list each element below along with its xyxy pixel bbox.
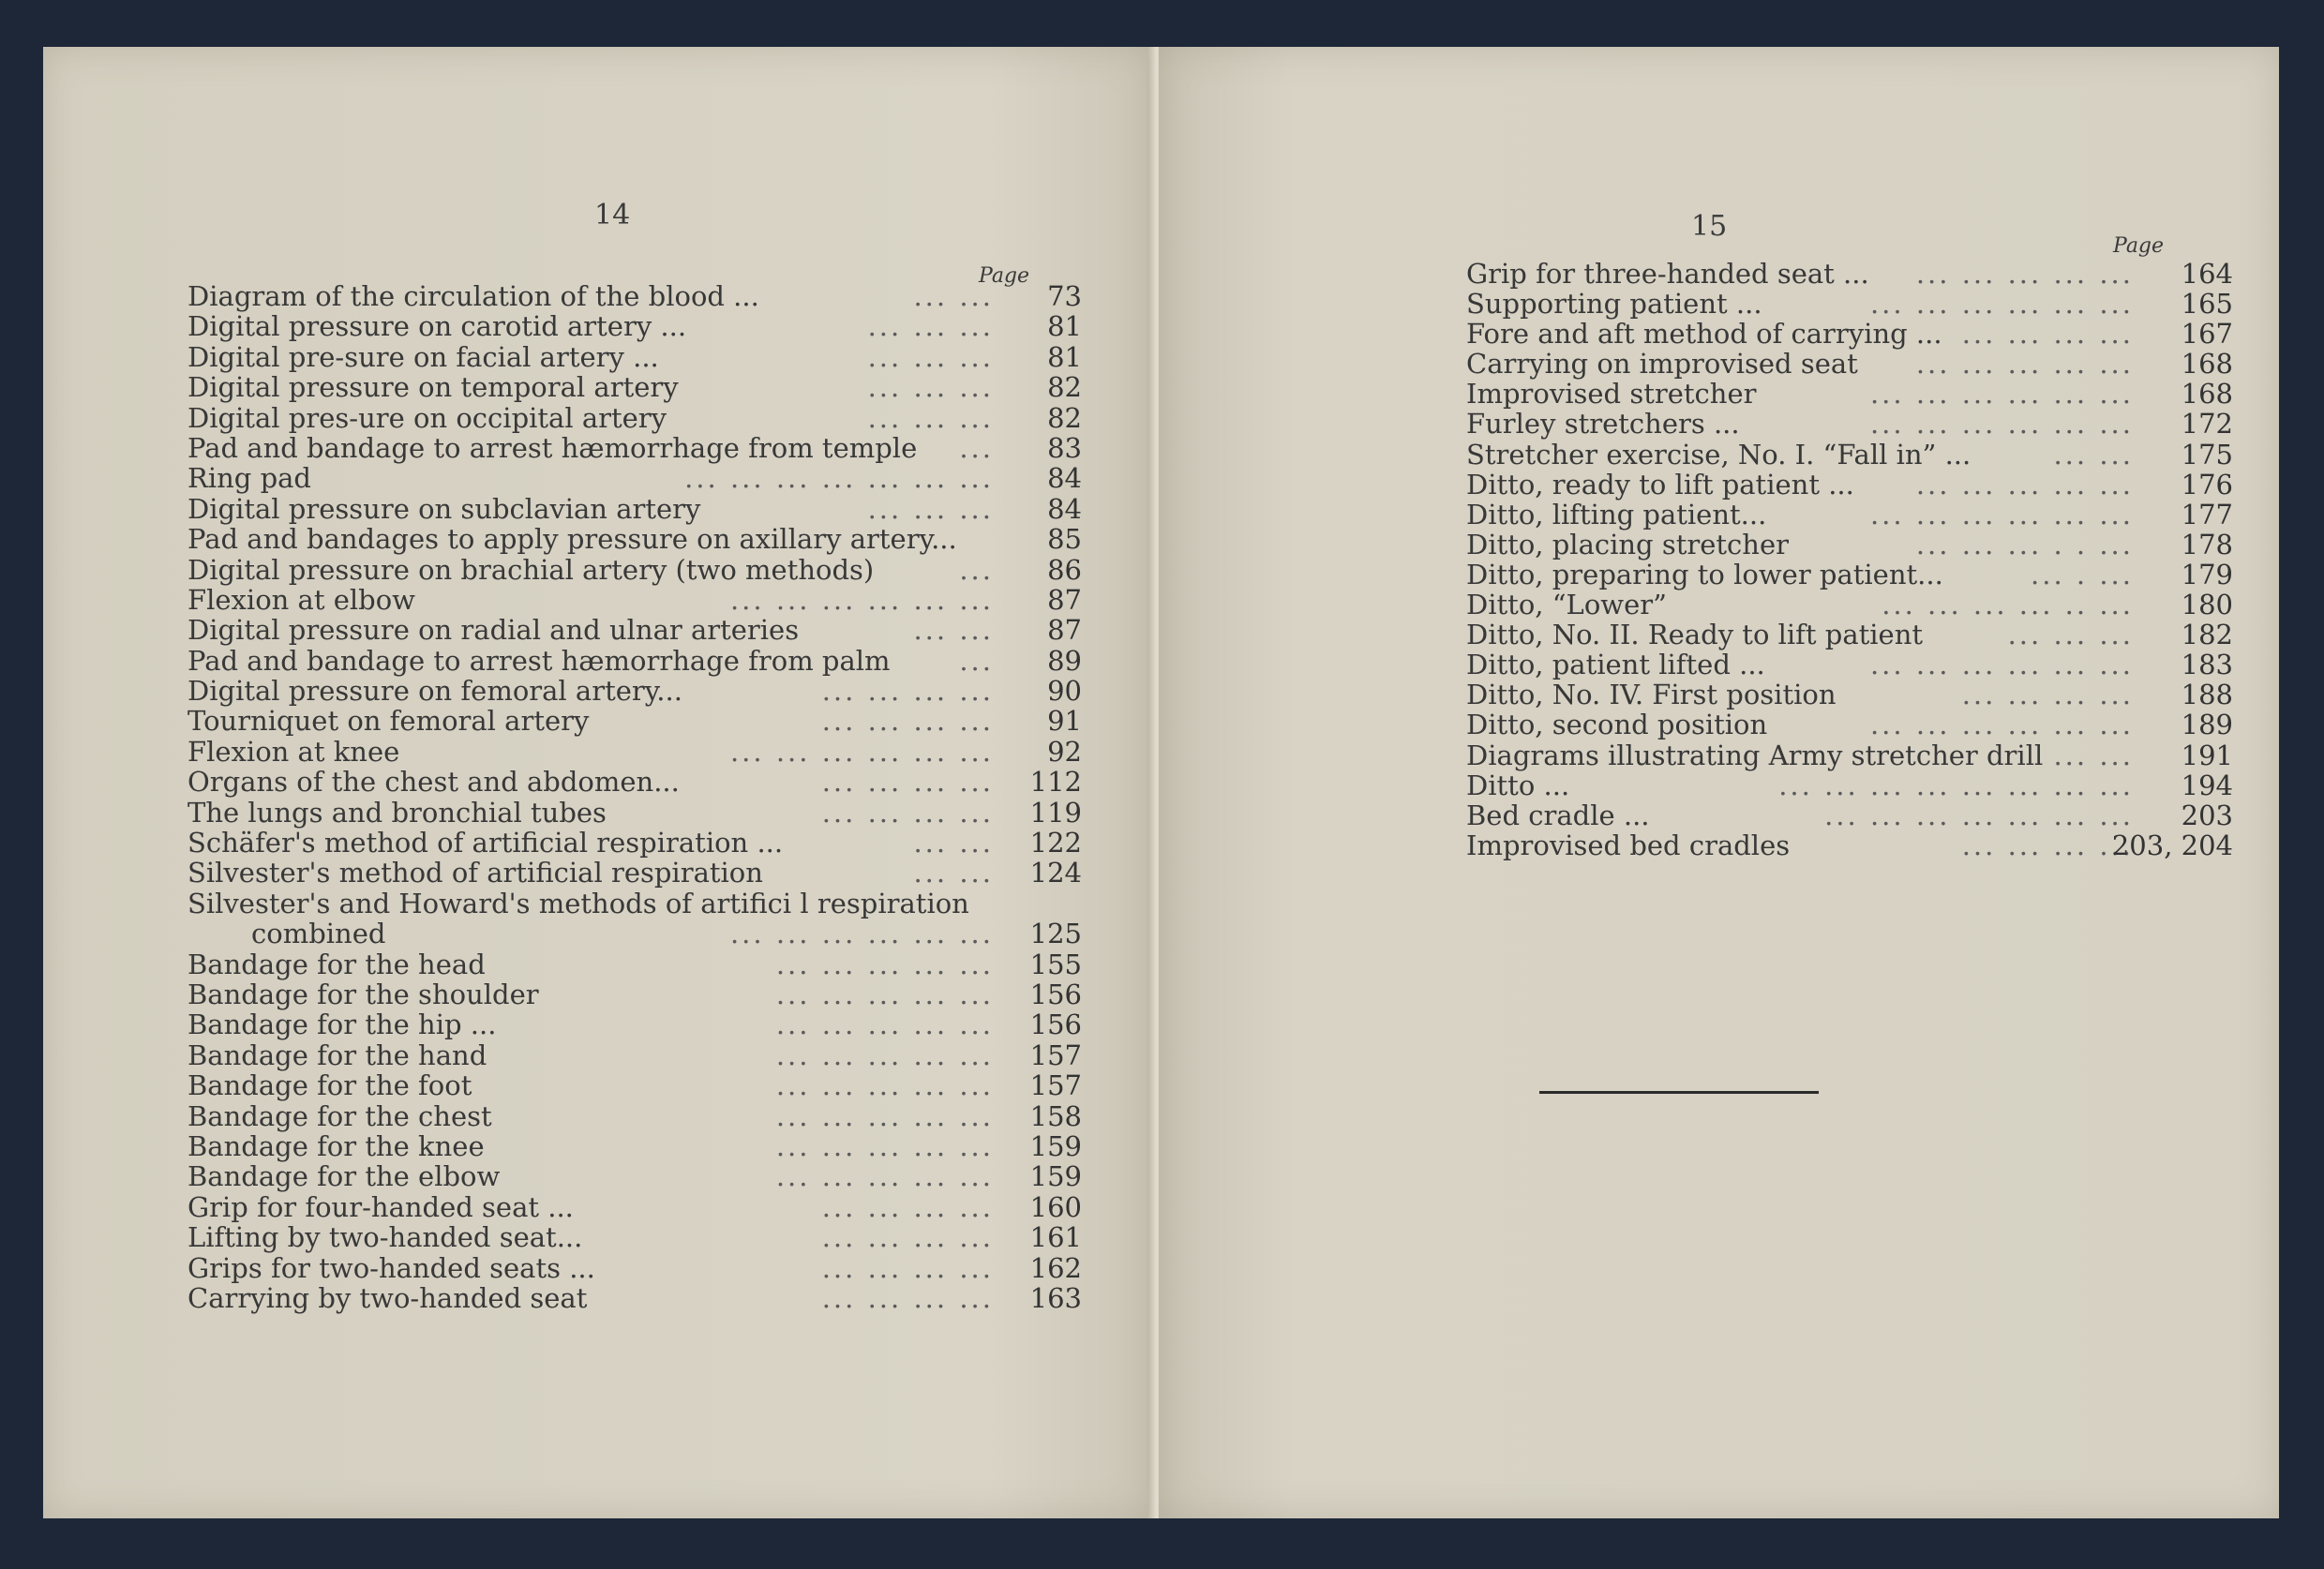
page-number: 14	[594, 199, 631, 232]
entry-leader-dots: ... ... ... ...	[821, 675, 994, 708]
entry-title: Stretcher exercise, No. I. “Fall in” ...	[1466, 438, 1972, 471]
entry-title: combined	[251, 918, 386, 950]
entry-leader-dots: ...	[959, 553, 994, 586]
entry-leader-dots: ... ... ... ... ...	[775, 1009, 994, 1041]
entry-title: Improvised stretcher	[1466, 378, 1757, 411]
entry-page-number: 81	[1047, 340, 1082, 373]
entry-page-number: 125	[1029, 918, 1082, 950]
contents-entry	[187, 463, 1087, 493]
entry-leader-dots: ... ... ... ... ...	[775, 978, 994, 1010]
entry-leader-dots: ... ... ... ...	[821, 796, 994, 829]
entry-page-number: 167	[2181, 318, 2233, 351]
entry-title: Ditto, No. IV. First position	[1466, 679, 1837, 711]
entry-page-number: 83	[1047, 431, 1082, 464]
entry-leader-dots: ... ... ... ... ...	[775, 1160, 994, 1193]
entry-page-number: 159	[1029, 1160, 1082, 1193]
entry-title: Silvester's method of artificial respiration	[187, 857, 763, 889]
entry-title: Bandage for the shoulder	[187, 978, 539, 1010]
entry-page-number: 178	[2181, 528, 2233, 560]
entry-title: Ditto, patient lifted ...	[1466, 649, 1765, 681]
entry-page-number: 180	[2181, 589, 2233, 621]
entry-page-number: 82	[1047, 401, 1082, 434]
entry-title: Ditto, placing stretcher	[1466, 528, 1789, 560]
entry-page-number: 85	[1047, 523, 1082, 556]
entry-page-number: 124	[1029, 857, 1082, 889]
entry-leader-dots: ... ...	[913, 857, 994, 889]
contents-entry	[1466, 530, 2235, 560]
entry-page-number: 90	[1047, 675, 1082, 708]
entry-leader-dots: ... ... ... ...	[821, 1190, 994, 1223]
contents-entry	[187, 524, 1087, 554]
entry-title: Ditto, “Lower”	[1466, 589, 1667, 621]
entry-leader-dots: ... ... ...	[867, 371, 994, 404]
entry-leader-dots: ... ... ... ...	[821, 766, 994, 799]
contents-entry	[187, 615, 1087, 645]
book-spread	[43, 47, 2279, 1518]
end-rule	[1539, 1091, 1819, 1094]
entry-title: Ditto, second position	[1466, 709, 1768, 741]
contents-entry	[1466, 349, 2235, 379]
entry-page-number: 91	[1047, 705, 1082, 738]
contents-entry	[1466, 680, 2235, 710]
contents-entry	[187, 737, 1087, 767]
contents-entry	[187, 889, 1087, 919]
entry-page-number: 176	[2181, 468, 2233, 501]
entry-title: Bandage for the hip ...	[187, 1009, 497, 1041]
entry-page-number: 92	[1047, 735, 1082, 768]
entry-page-number: 73	[1047, 280, 1082, 312]
contents-entry	[187, 919, 1087, 949]
entry-leader-dots: ... ... ... ... .. ...	[1882, 589, 2134, 621]
entry-page-number: 158	[1029, 1099, 1082, 1132]
entry-page-number: 203	[2181, 799, 2233, 831]
entry-leader-dots: ... ... ... ... ...	[1915, 258, 2134, 290]
entry-page-number: 168	[2181, 378, 2233, 411]
entry-leader-dots: ... ...	[913, 827, 994, 859]
entry-page-number: 156	[1029, 978, 1082, 1010]
contents-entry	[187, 767, 1087, 797]
entry-page-number: 84	[1047, 492, 1082, 525]
entry-title: Grip for four-handed seat ...	[187, 1190, 574, 1223]
contents-entry	[1466, 319, 2235, 349]
entry-title: Lifting by two-handed seat...	[187, 1221, 583, 1254]
entry-title: Digital pressure on femoral artery...	[187, 675, 682, 708]
entry-title: Improvised bed cradles	[1466, 829, 1791, 861]
entry-title: Bandage for the foot	[187, 1069, 472, 1102]
entry-leader-dots: ... ... ... ... ...	[775, 1099, 994, 1132]
entry-leader-dots: ... ... ... ... ... ...	[1869, 378, 2134, 411]
entry-page-number: 119	[1029, 796, 1082, 829]
entry-leader-dots: ... ... ... ... ...	[775, 1129, 994, 1162]
entry-leader-dots: ... ... ... ... ... ...	[1869, 498, 2134, 530]
entry-title: Digital pressure on radial and ulnar arteries	[187, 614, 800, 647]
entry-page-number: 163	[1029, 1281, 1082, 1314]
entry-title: Digital pressure on temporal artery	[187, 371, 679, 404]
entry-leader-dots: ... ... ... ... ... ...	[1869, 408, 2134, 441]
entry-leader-dots: ... ... ... ... ... ... ...	[1824, 799, 2134, 831]
entry-page-number: 183	[2181, 649, 2233, 681]
entry-page-number: 177	[2181, 498, 2233, 530]
contents-entry	[187, 555, 1087, 585]
contents-entry	[1466, 740, 2235, 770]
contents-entry	[187, 706, 1087, 736]
contents-entry	[187, 281, 1087, 311]
entry-page-number: 191	[2181, 739, 2233, 771]
contents-entry	[1466, 830, 2235, 860]
entry-leader-dots: ... ...	[913, 614, 994, 647]
entry-title: Fore and aft method of carrying ...	[1466, 318, 1942, 351]
left-page	[43, 47, 1153, 1518]
entry-leader-dots: ...	[959, 644, 994, 677]
entry-leader-dots: ... ... ... ...	[821, 1251, 994, 1284]
contents-entry	[187, 1070, 1087, 1100]
contents-entry	[187, 676, 1087, 706]
contents-entry	[187, 798, 1087, 828]
entry-title: Ditto, lifting patient...	[1466, 498, 1767, 530]
entry-title: Supporting patient ...	[1466, 288, 1762, 321]
contents-entry	[187, 949, 1087, 979]
entry-title: Ditto ...	[1466, 769, 1570, 801]
entry-page-number: 160	[1029, 1190, 1082, 1223]
entry-title: Diagrams illustrating Army stretcher drill	[1466, 739, 2044, 771]
contents-entry	[187, 1222, 1087, 1252]
entry-page-number: 159	[1029, 1129, 1082, 1162]
contents-entry	[1466, 379, 2235, 409]
entry-leader-dots: ... ... ... ... ...	[775, 1069, 994, 1102]
contents-entry	[1466, 289, 2235, 319]
contents-entry	[187, 828, 1087, 858]
entry-title: Organs of the chest and abdomen...	[187, 766, 680, 799]
entry-leader-dots: ... ...	[913, 280, 994, 312]
entry-page-number: 164	[2181, 258, 2233, 290]
contents-list	[187, 281, 1087, 1313]
entry-page-number: 122	[1029, 827, 1082, 859]
entry-title: Carrying by two-handed seat	[187, 1281, 588, 1314]
contents-entry	[187, 1040, 1087, 1070]
entry-title: Grip for three-handed seat ...	[1466, 258, 1869, 290]
entry-page-number: 87	[1047, 583, 1082, 616]
entry-page-number: 156	[1029, 1009, 1082, 1041]
entry-leader-dots: ...	[959, 431, 994, 464]
entry-leader-dots: ... ...	[2053, 438, 2134, 471]
entry-title: Ditto, No. II. Ready to lift patient	[1466, 619, 1924, 651]
entry-title: Digital pre-sure on facial artery ...	[187, 340, 659, 373]
entry-page-number: 188	[2181, 679, 2233, 711]
entry-title: Flexion at elbow	[187, 583, 415, 616]
entry-title: Ring pad	[187, 462, 311, 495]
entry-title: Bandage for the head	[187, 948, 486, 980]
contents-entry	[1466, 770, 2235, 800]
entry-page-number: 168	[2181, 348, 2233, 381]
contents-entry	[187, 1131, 1087, 1161]
entry-title: Pad and bandage to arrest hæmorrhage from temple	[187, 431, 918, 464]
contents-entry	[1466, 590, 2235, 620]
entry-leader-dots: ... ... ...	[867, 310, 994, 343]
contents-entry	[1466, 560, 2235, 590]
entry-page-number: 189	[2181, 709, 2233, 741]
entry-title: Bandage for the chest	[187, 1099, 492, 1132]
contents-entry	[1466, 650, 2235, 680]
contents-entry	[187, 1253, 1087, 1283]
entry-leader-dots: ... ... ... ... ...	[1915, 348, 2134, 381]
contents-entry	[187, 858, 1087, 888]
entry-title: Bandage for the knee	[187, 1129, 485, 1162]
page-column-heading: Page	[2113, 234, 2165, 258]
entry-page-number: 165	[2181, 288, 2233, 321]
entry-leader-dots: ... ... ...	[867, 401, 994, 434]
entry-leader-dots: ... ... ... ... ... ...	[729, 735, 994, 768]
entry-leader-dots: ... ... ... ... ... ...	[1869, 649, 2134, 681]
entry-page-number: 81	[1047, 310, 1082, 343]
entry-leader-dots: ... ... ... ...	[1961, 318, 2134, 351]
contents-entry	[187, 372, 1087, 402]
entry-leader-dots: ... ... ... ... ...	[1915, 468, 2134, 501]
contents-entry	[187, 494, 1087, 524]
entry-title: Digital pressure on carotid artery ...	[187, 310, 687, 343]
contents-entry	[1466, 710, 2235, 740]
contents-entry	[187, 1161, 1087, 1191]
contents-entry	[1466, 409, 2235, 439]
right-page	[1159, 47, 2279, 1518]
entry-page-number: 89	[1047, 644, 1082, 677]
contents-entry	[187, 433, 1087, 463]
page-number: 15	[1691, 210, 1728, 243]
contents-entry	[1466, 800, 2235, 830]
entry-page-number: 86	[1047, 553, 1082, 586]
entry-title: The lungs and bronchial tubes	[187, 796, 607, 829]
entry-leader-dots: ... ... ... ... ... ... ... ...	[1778, 769, 2134, 801]
entry-title: Furley stretchers ...	[1466, 408, 1740, 441]
entry-page-number: 84	[1047, 462, 1082, 495]
entry-page-number: 179	[2181, 558, 2233, 590]
entry-title: Silvester's and Howard's methods of artifici l respiration	[187, 887, 969, 919]
contents-entry	[1466, 470, 2235, 500]
contents-entry	[1466, 500, 2235, 530]
entry-title: Carrying on improvised seat	[1466, 348, 1858, 381]
entry-page-number: 175	[2181, 438, 2233, 471]
entry-leader-dots: ... ... ... ... ... ...	[729, 583, 994, 616]
contents-entry	[1466, 440, 2235, 470]
entry-leader-dots: ... ... ... ...	[1961, 829, 2134, 861]
entry-leader-dots: ... ... ... . . ...	[1915, 528, 2134, 560]
entry-title: Pad and bandages to apply pressure on axillary artery...	[187, 523, 957, 556]
entry-title: Bed cradle ...	[1466, 799, 1650, 831]
contents-entry	[187, 342, 1087, 372]
contents-entry	[187, 1192, 1087, 1222]
entry-title: Digital pressure on brachial artery (two methods)	[187, 553, 875, 586]
entry-page-number: 157	[1029, 1039, 1082, 1071]
entry-title: Schäfer's method of artificial respiration ...	[187, 827, 784, 859]
entry-leader-dots: ... ... ... ... ... ...	[729, 918, 994, 950]
entry-title: Ditto, preparing to lower patient...	[1466, 558, 1943, 590]
entry-title: Digital pressure on subclavian artery	[187, 492, 701, 525]
contents-list	[1466, 259, 2235, 860]
entry-leader-dots: ... ... ... ... ...	[775, 1039, 994, 1071]
entry-title: Digital pres-ure on occipital artery	[187, 401, 667, 434]
entry-title: Diagram of the circulation of the blood ...	[187, 280, 759, 312]
entry-page-number: 157	[1029, 1069, 1082, 1102]
entry-leader-dots: ... ... ...	[867, 340, 994, 373]
entry-leader-dots: ... ...	[2053, 739, 2134, 771]
contents-entry	[187, 979, 1087, 1009]
entry-leader-dots: ... ... ... ...	[821, 1221, 994, 1254]
entry-page-number: 182	[2181, 619, 2233, 651]
entry-title: Pad and bandage to arrest hæmorrhage from palm	[187, 644, 891, 677]
entry-title: Flexion at knee	[187, 735, 400, 768]
entry-leader-dots: ... ... ...	[867, 492, 994, 525]
entry-page-number: 155	[1029, 948, 1082, 980]
entry-page-number: 112	[1029, 766, 1082, 799]
contents-entry	[187, 585, 1087, 615]
entry-page-number: 161	[1029, 1221, 1082, 1254]
entry-leader-dots: ... ... ...	[2007, 619, 2134, 651]
entry-page-number: 172	[2181, 408, 2233, 441]
entry-page-number: 82	[1047, 371, 1082, 404]
contents-entry	[1466, 620, 2235, 650]
entry-page-number: 203, 204	[2111, 829, 2233, 861]
entry-title: Grips for two-handed seats ...	[187, 1251, 595, 1284]
entry-title: Bandage for the elbow	[187, 1160, 501, 1193]
entry-leader-dots: ... ... ... ...	[821, 1281, 994, 1314]
entry-title: Ditto, ready to lift patient ...	[1466, 468, 1854, 501]
entry-leader-dots: ... ... ... ... ... ...	[1869, 709, 2134, 741]
page-column-heading: Page	[979, 264, 1030, 288]
entry-leader-dots: ... ... ... ... ... ... ...	[684, 462, 994, 495]
contents-entry	[187, 403, 1087, 433]
entry-page-number: 87	[1047, 614, 1082, 647]
entry-title: Bandage for the hand	[187, 1039, 487, 1071]
entry-title: Tourniquet on femoral artery	[187, 705, 590, 738]
entry-page-number: 194	[2181, 769, 2233, 801]
contents-entry	[187, 1009, 1087, 1039]
entry-leader-dots: ... ... ... ... ... ...	[1869, 288, 2134, 321]
entry-leader-dots: ... ... ... ...	[1961, 679, 2134, 711]
entry-leader-dots: ... . ...	[2031, 558, 2134, 590]
entry-leader-dots: ... ... ... ... ...	[775, 948, 994, 980]
contents-entry	[187, 646, 1087, 676]
entry-page-number: 162	[1029, 1251, 1082, 1284]
entry-leader-dots: ... ... ... ...	[821, 705, 994, 738]
contents-entry	[187, 1101, 1087, 1131]
contents-entry	[187, 311, 1087, 341]
contents-entry	[187, 1283, 1087, 1313]
contents-entry	[1466, 259, 2235, 289]
